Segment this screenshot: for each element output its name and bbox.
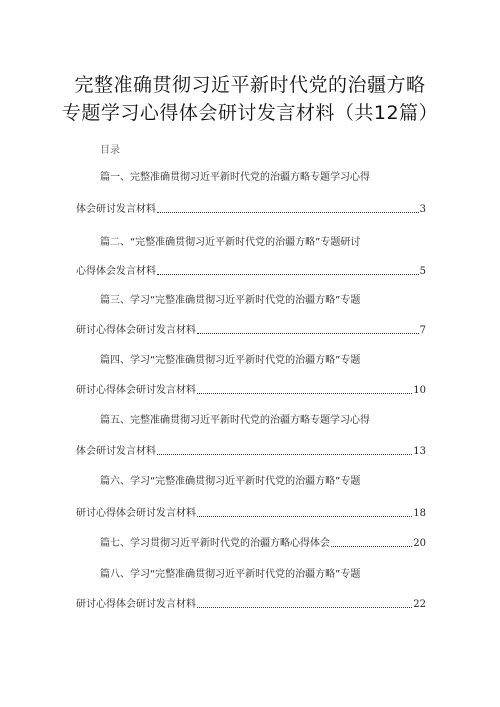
dot-leader bbox=[197, 515, 412, 517]
toc-entry-2-continuation[interactable] bbox=[76, 266, 426, 278]
toc-entry-1-title-cont: 体会研讨发言材料 bbox=[76, 204, 156, 215]
toc-entry-7-page: 20 bbox=[413, 538, 426, 549]
dot-leader bbox=[157, 211, 419, 213]
dot-leader bbox=[331, 545, 412, 547]
toc-entry-7-title: 篇七、学习贯彻习近平新时代党的治疆方略心得体会 bbox=[100, 538, 330, 549]
toc-entry-8-page: 22 bbox=[413, 599, 426, 610]
toc-entry-5-continuation[interactable] bbox=[76, 446, 426, 458]
dot-leader bbox=[197, 332, 419, 334]
dot-leader bbox=[157, 273, 419, 275]
toc-entry-8-title[interactable]: 篇八、学习“完整准确贯彻习近平新时代党的治疆方略”专题 bbox=[100, 569, 361, 580]
toc-entry-3-continuation[interactable] bbox=[76, 325, 426, 337]
toc-entry-8-continuation[interactable] bbox=[76, 599, 426, 611]
toc-entry-6-continuation[interactable] bbox=[76, 508, 426, 520]
dot-leader bbox=[157, 453, 412, 455]
toc-entry-5-title-cont: 体会研讨发言材料 bbox=[76, 446, 156, 457]
dot-leader bbox=[197, 392, 412, 394]
toc-entry-4-continuation[interactable] bbox=[76, 385, 426, 397]
toc-entry-2-page: 5 bbox=[419, 266, 426, 277]
toc-entry-4-title[interactable]: 篇四、学习“完整准确贯彻习近平新时代党的治疆方略”专题 bbox=[100, 355, 361, 366]
toc-entry-6-page: 18 bbox=[413, 508, 426, 519]
toc-entry-5-page: 13 bbox=[413, 446, 426, 457]
toc-entry-7[interactable] bbox=[100, 538, 426, 550]
dot-leader bbox=[197, 606, 412, 608]
toc-entry-4-title-cont: 研讨心得体会研讨发言材料 bbox=[76, 385, 196, 396]
document-title-line-2: 专题学习心得体会研讨发言材料（共12篇） bbox=[61, 102, 439, 124]
toc-entry-1-page: 3 bbox=[419, 204, 426, 215]
toc-entry-3-title[interactable]: 篇三、学习“完整准确贯彻习近平新时代党的治疆方略”专题 bbox=[100, 295, 361, 306]
toc-entry-3-page: 7 bbox=[419, 325, 426, 336]
toc-entry-1-title[interactable]: 篇一、完整准确贯彻习近平新时代党的治疆方略专题学习心得 bbox=[100, 172, 370, 183]
toc-entry-1-continuation[interactable] bbox=[76, 204, 426, 216]
toc-entry-3-title-cont: 研讨心得体会研讨发言材料 bbox=[76, 325, 196, 336]
toc-entry-6-title[interactable]: 篇六、学习“完整准确贯彻习近平新时代党的治疆方略”专题 bbox=[100, 476, 361, 487]
toc-heading: 目录 bbox=[100, 145, 120, 156]
toc-entry-2-title-cont: 心得体会发言材料 bbox=[76, 266, 156, 277]
toc-entry-5-title[interactable]: 篇五、完整准确贯彻习近平新时代党的治疆方略专题学习心得 bbox=[100, 415, 370, 426]
toc-entry-2-title[interactable]: 篇二、“完整准确贯彻习近平新时代党的治疆方略”专题研讨 bbox=[100, 237, 361, 248]
toc-entry-6-title-cont: 研讨心得体会研讨发言材料 bbox=[76, 508, 196, 519]
toc-entry-4-page: 10 bbox=[413, 385, 426, 396]
toc-entry-8-title-cont: 研讨心得体会研讨发言材料 bbox=[76, 599, 196, 610]
document-title-line-1: 完整准确贯彻习近平新时代党的治疆方略 bbox=[74, 74, 426, 96]
